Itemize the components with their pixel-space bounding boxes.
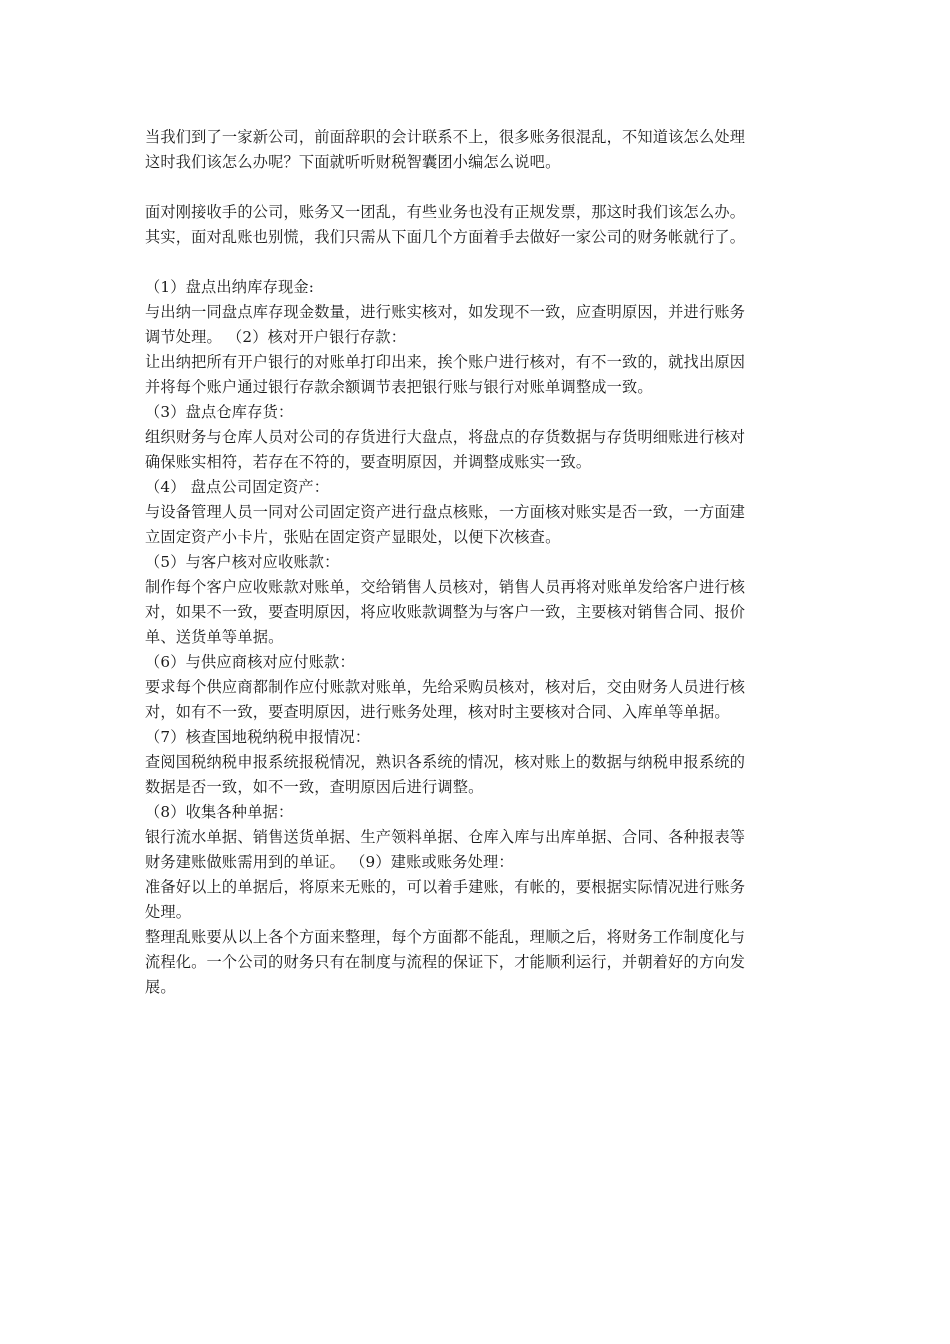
text-line: （5）与客户核对应收账款： [145,553,340,571]
paragraph-gap [145,175,811,200]
text-line: 对，如有不一致，要查明原因，进行账务处理，核对时主要核对合同、入库单等单据。 [145,703,730,721]
text-line: 处理。 [145,903,192,921]
text-line: 这时我们该怎么办呢？下面就听听财税智囊团小编怎么说吧。 [145,153,561,171]
text-line: 展。 [145,978,176,996]
text-line: 整理乱账要从以上各个方面来整理，每个方面都不能乱，理顺之后，将财务工作制度化与 [145,928,746,946]
text-line: 准备好以上的单据后，将原来无账的，可以着手建账，有帐的，要根据实际情况进行账务 [145,878,746,896]
text-line: 单、送货单等单据。 [145,628,284,646]
text-line: 要求每个供应商都制作应付账款对账单，先给采购员核对，核对后，交由财务人员进行核 [145,678,746,696]
text-line: 组织财务与仓库人员对公司的存货进行大盘点，将盘点的存货数据与存货明细账进行核对 [145,428,746,446]
text-line: 财务建账做账需用到的单证。 （9）建账或账务处理： [145,853,514,871]
text-line: 制作每个客户应收账款对账单，交给销售人员核对，销售人员再将对账单发给客户进行核 [145,578,746,596]
text-line: （1）盘点出纳库存现金: [145,278,315,296]
text-line: （7）核查国地税纳税申报情况： [145,728,371,746]
paragraph-gap [145,250,811,275]
text-line: 数据是否一致，如不一致，查明原因后进行调整。 [145,778,484,796]
text-line: 银行流水单据、销售送货单据、生产领料单据、仓库入库与出库单据、合同、各种报表等 [145,828,746,846]
text-line: （3）盘点仓库存货： [145,403,294,421]
text-line: 与设备管理人员一同对公司固定资产进行盘点核账，一方面核对账实是否一致，一方面建 [145,503,746,521]
text-line: （4） 盘点公司固定资产： [145,478,330,496]
text-line: 查阅国税纳税申报系统报税情况，熟识各系统的情况，核对账上的数据与纳税申报系统的 [145,753,746,771]
text-line: 流程化。一个公司的财务只有在制度与流程的保证下，才能顺利运行，并朝着好的方向发 [145,953,746,971]
text-line: （8）收集各种单据： [145,803,294,821]
text-line: 并将每个账户通过银行存款余额调节表把银行账与银行对账单调整成一致。 [145,378,653,396]
document-body [145,125,811,1000]
text-line: （6）与供应商核对应付账款： [145,653,355,671]
text-line: 立固定资产小卡片，张贴在固定资产显眼处，以便下次核查。 [145,528,561,546]
text-line: 确保账实相符，若存在不符的，要查明原因，并调整成账实一致。 [145,453,592,471]
text-line: 与出纳一同盘点库存现金数量，进行账实核对，如发现不一致，应查明原因，并进行账务 [145,303,746,321]
text-line: 当我们到了一家新公司，前面辞职的会计联系不上，很多账务很混乱，不知道该怎么处理 [145,128,746,146]
text-line: 让出纳把所有开户银行的对账单打印出来，挨个账户进行核对，有不一致的，就找出原因 [145,353,746,371]
text-line: 面对刚接收手的公司，账务又一团乱，有些业务也没有正规发票，那这时我们该怎么办。 [145,203,746,221]
text-line: 对，如果不一致，要查明原因，将应收账款调整为与客户一致，主要核对销售合同、报价 [145,603,746,621]
text-line: 其实，面对乱账也别慌，我们只需从下面几个方面着手去做好一家公司的财务帐就行了。 [145,228,746,246]
text-line: 调节处理。 （2）核对开户银行存款： [145,328,407,346]
